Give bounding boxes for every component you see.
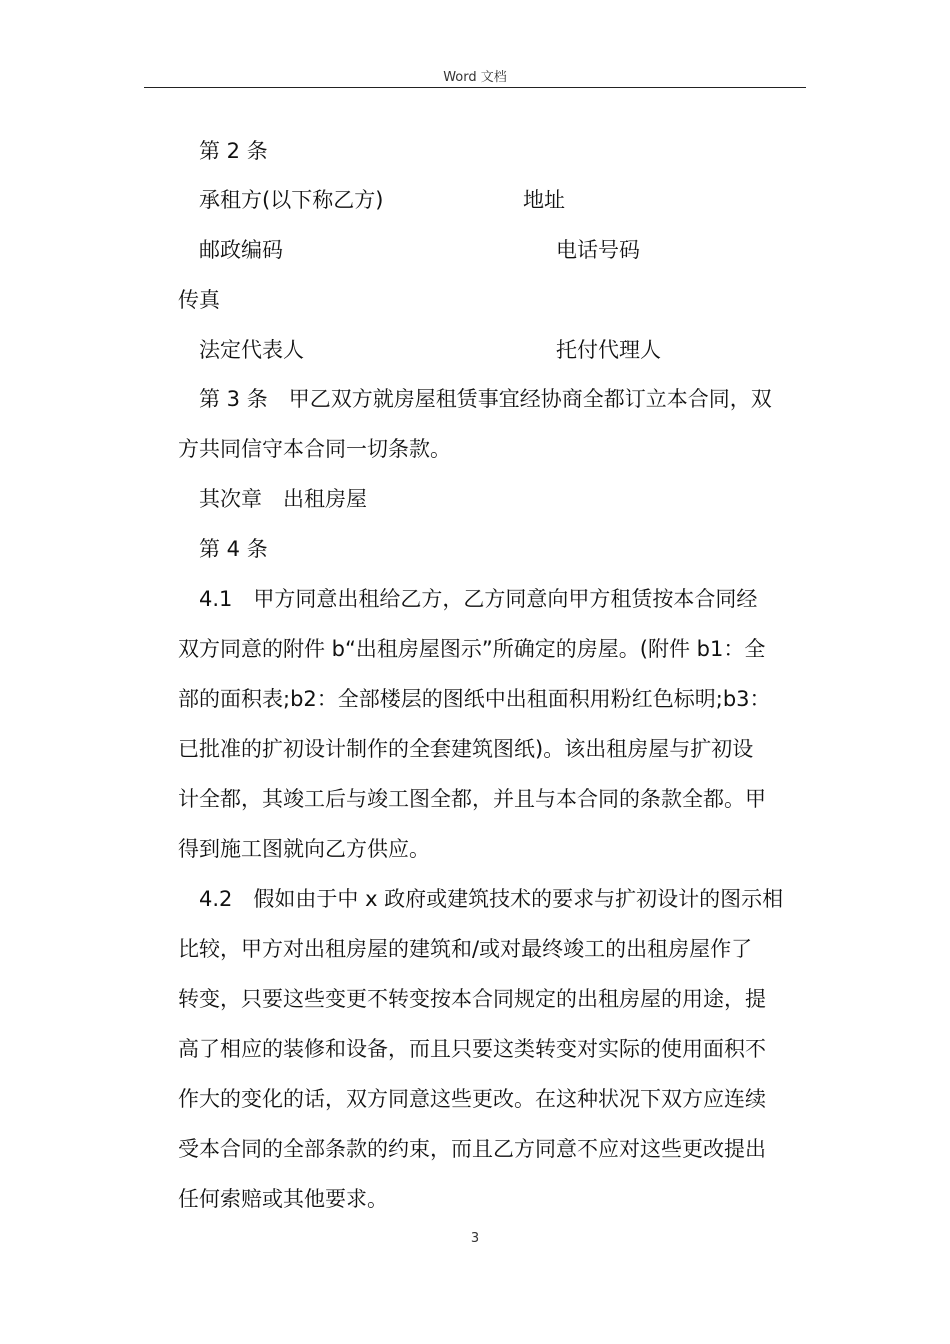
clause-4-2-line-2: 比较，甲方对出租房屋的建筑和/或对最终竣工的出租房屋作了 <box>178 937 753 961</box>
article-3-line-2: 方共同信守本合同一切条款。 <box>178 437 451 461</box>
clause-4-2-line-3: 转变，只要这些变更不转变按本合同规定的出租房屋的用途，提 <box>178 987 766 1011</box>
agent-label: 托付代理人 <box>556 338 661 362</box>
clause-4-1-line-6: 得到施工图就向乙方供应。 <box>178 837 430 861</box>
legal-rep-label: 法定代表人 <box>199 338 304 362</box>
address-label: 地址 <box>523 188 565 212</box>
article-2-heading: 第 2 条 <box>199 139 268 163</box>
clause-4-1-line-5: 计全都，其竣工后与竣工图全都，并且与本合同的条款全都。甲 <box>178 787 766 811</box>
page-header: Word 文档 <box>443 70 507 85</box>
postcode-label: 邮政编码 <box>199 238 283 262</box>
clause-4-2-line-1: 4.2 假如由于中 x 政府或建筑技术的要求与扩初设计的图示相 <box>199 887 784 911</box>
clause-4-2-line-5: 作大的变化的话，双方同意这些更改。在这种状况下双方应连续 <box>178 1087 766 1111</box>
clause-4-1-line-1: 4.1 甲方同意出租给乙方，乙方同意向甲方租赁按本合同经 <box>199 587 758 611</box>
clause-4-1-line-4: 已批准的扩初设计制作的全套建筑图纸)。该出租房屋与扩初设 <box>178 737 754 761</box>
clause-4-2-line-4: 高了相应的装修和设备，而且只要这类转变对实际的使用面积不 <box>178 1037 766 1061</box>
clause-4-2-line-7: 任何索赔或其他要求。 <box>178 1187 388 1211</box>
header-rule <box>144 87 806 88</box>
page-number: 3 <box>470 1231 480 1246</box>
clause-4-1-line-2: 双方同意的附件 b“出租房屋图示”所确定的房屋。(附件 b1：全 <box>178 637 766 661</box>
clause-4-1-line-3: 部的面积表;b2：全部楼层的图纸中出租面积用粉红色标明;b3： <box>178 687 771 711</box>
fax-label: 传真 <box>178 288 220 312</box>
chapter-2-heading: 其次章 出租房屋 <box>199 487 367 511</box>
phone-label: 电话号码 <box>556 238 640 262</box>
lessee-label: 承租方(以下称乙方) <box>199 188 384 212</box>
article-3-line-1: 第 3 条 甲乙双方就房屋租赁事宜经协商全都订立本合同，双 <box>199 387 772 411</box>
clause-4-2-line-6: 受本合同的全部条款的约束，而且乙方同意不应对这些更改提出 <box>178 1137 766 1161</box>
article-4-heading: 第 4 条 <box>199 537 268 561</box>
